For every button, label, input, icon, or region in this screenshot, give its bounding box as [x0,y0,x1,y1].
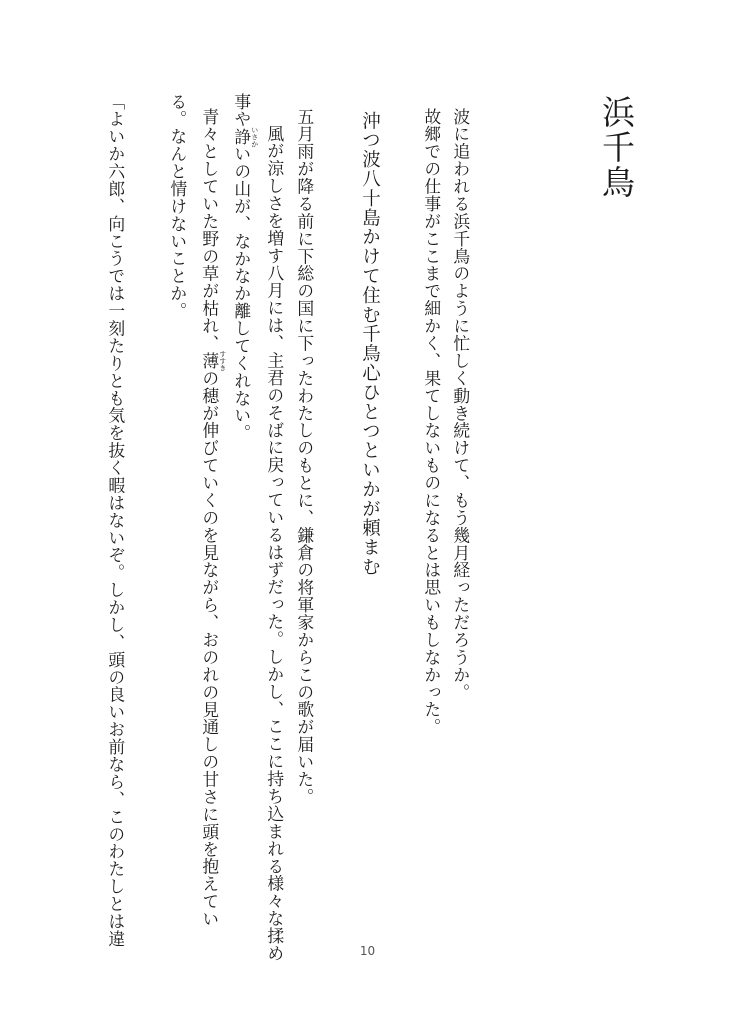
ruby-isaka-reading: いさか [250,126,259,148]
paragraph-2-line-1: 風が涼しさを増す八月には、主君のそばに戻っているはずだった。しかし、ここに持ち込まれる様々な揉め [264,125,285,963]
paragraph-2-line-2 [233,93,259,442]
ruby-isaka: 諍 いさか [231,126,259,148]
paragraph-3-text-b: の穂が伸びていくのを見ながら、おのれの見通しの甘さに頭を抱えてい [199,369,220,928]
text-line-1: 波に追われる浜千鳥のように忙しく動き続けて、もう幾月経っただろうか。 [450,108,471,701]
text-line-2: 故郷での仕事がここまで細かく、果てしないものになるとは思いもしなかった。 [421,108,442,736]
paragraph-3-line-2: る。なんと情けないことか。 [167,93,188,320]
paragraph-2-text-a: 事や [231,93,252,128]
waka-poem: 沖つ波八十島かけて住む千鳥心ひとつといかが頼まむ [359,111,381,577]
chapter-title: 浜千鳥 [597,95,636,200]
ruby-susuki-reading: すすき [218,350,227,372]
quote-line: 「よいか六郎、向こうでは一刻たりとも気を抜く暇はないぞ。しかし、頭の良いお前なら、このわたしとは違 [105,93,126,948]
page-number: 10 [359,944,376,958]
paragraph-3-line-1 [201,108,227,928]
paragraph-3-text-a: 青々としていた野の草が枯れ、 [199,108,220,353]
paragraph-2-text-b: いの山が、なかなか離してくれない。 [231,145,252,442]
paragraph-1: 五月雨が降る前に下総の国に下ったわたしのもとに、鎌倉の将軍家からこの歌が届いた。 [294,108,315,806]
ruby-susuki: 薄 すすき [199,350,227,372]
